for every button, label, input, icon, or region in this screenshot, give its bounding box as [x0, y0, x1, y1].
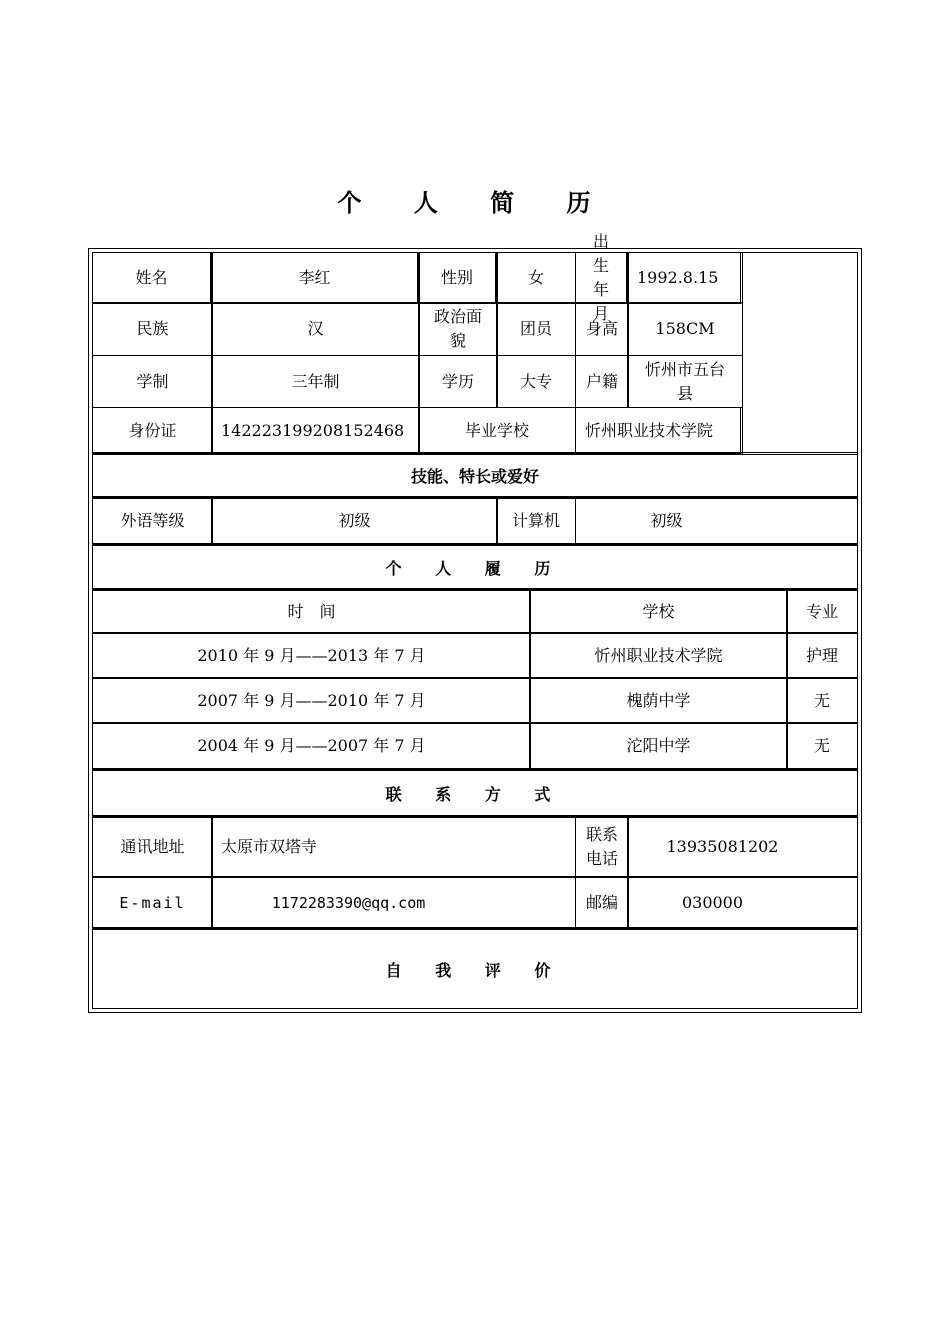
email-label: E-mail [92, 876, 213, 929]
political-label: 政治面貌 [418, 302, 498, 356]
birth-value: 1992.8.15 [627, 252, 743, 304]
school-value: 忻州职业技术学院 [575, 407, 743, 454]
birth-label: 出生年月 [575, 252, 629, 304]
history-row-1-major: 护理 [786, 632, 858, 679]
name-value: 李红 [211, 252, 420, 304]
height-label: 身高 [575, 302, 629, 356]
history-col-school: 学校 [529, 589, 788, 634]
zip-value: 030000 [627, 876, 858, 929]
system-label: 学制 [92, 355, 213, 408]
history-row-1-time: 2010 年 9 月——2013 年 7 月 [92, 632, 531, 679]
skills-header: 技能、特长或爱好 [92, 452, 858, 499]
address-label: 通讯地址 [92, 816, 213, 878]
contact-header: 联 系 方 式 [92, 768, 858, 818]
ethnicity-value: 汉 [211, 302, 420, 356]
gender-label: 性别 [418, 252, 498, 304]
political-value: 团员 [496, 302, 576, 356]
language-value: 初级 [211, 497, 498, 545]
history-col-time: 时 间 [92, 589, 531, 634]
ethnicity-label: 民族 [92, 302, 213, 356]
history-row-2-time: 2007 年 9 月——2010 年 7 月 [92, 677, 531, 724]
id-value: 142223199208152468 [211, 407, 420, 454]
page-title: 个 人 简 历 [337, 188, 613, 217]
history-row-3-school: 沱阳中学 [529, 722, 788, 770]
education-label: 学历 [418, 355, 498, 408]
history-row-3-time: 2004 年 9 月——2007 年 7 月 [92, 722, 531, 770]
history-row-1-school: 忻州职业技术学院 [529, 632, 788, 679]
school-label: 毕业学校 [418, 407, 576, 454]
history-row-3-major: 无 [786, 722, 858, 770]
hukou-value: 忻州市五台县 [627, 355, 743, 408]
hukou-label: 户籍 [575, 355, 629, 408]
address-value: 太原市双塔寺 [211, 816, 576, 878]
history-row-2-major: 无 [786, 677, 858, 724]
phone-value: 13935081202 [627, 816, 858, 878]
education-value: 大专 [496, 355, 576, 408]
email-value: 1172283390@qq.com [211, 876, 576, 929]
history-header: 个 人 履 历 [92, 543, 858, 591]
zip-label: 邮编 [575, 876, 629, 929]
height-value: 158CM [627, 302, 743, 356]
language-label: 外语等级 [92, 497, 213, 545]
id-label: 身份证 [92, 407, 213, 454]
name-label: 姓名 [92, 252, 213, 304]
self-eval-header: 自 我 评 价 [92, 927, 858, 1009]
computer-value: 初级 [575, 497, 858, 545]
phone-label: 联系电话 [575, 816, 629, 878]
computer-label: 计算机 [496, 497, 576, 545]
gender-value: 女 [496, 252, 576, 304]
history-row-2-school: 槐荫中学 [529, 677, 788, 724]
history-col-major: 专业 [786, 589, 858, 634]
system-value: 三年制 [211, 355, 420, 408]
